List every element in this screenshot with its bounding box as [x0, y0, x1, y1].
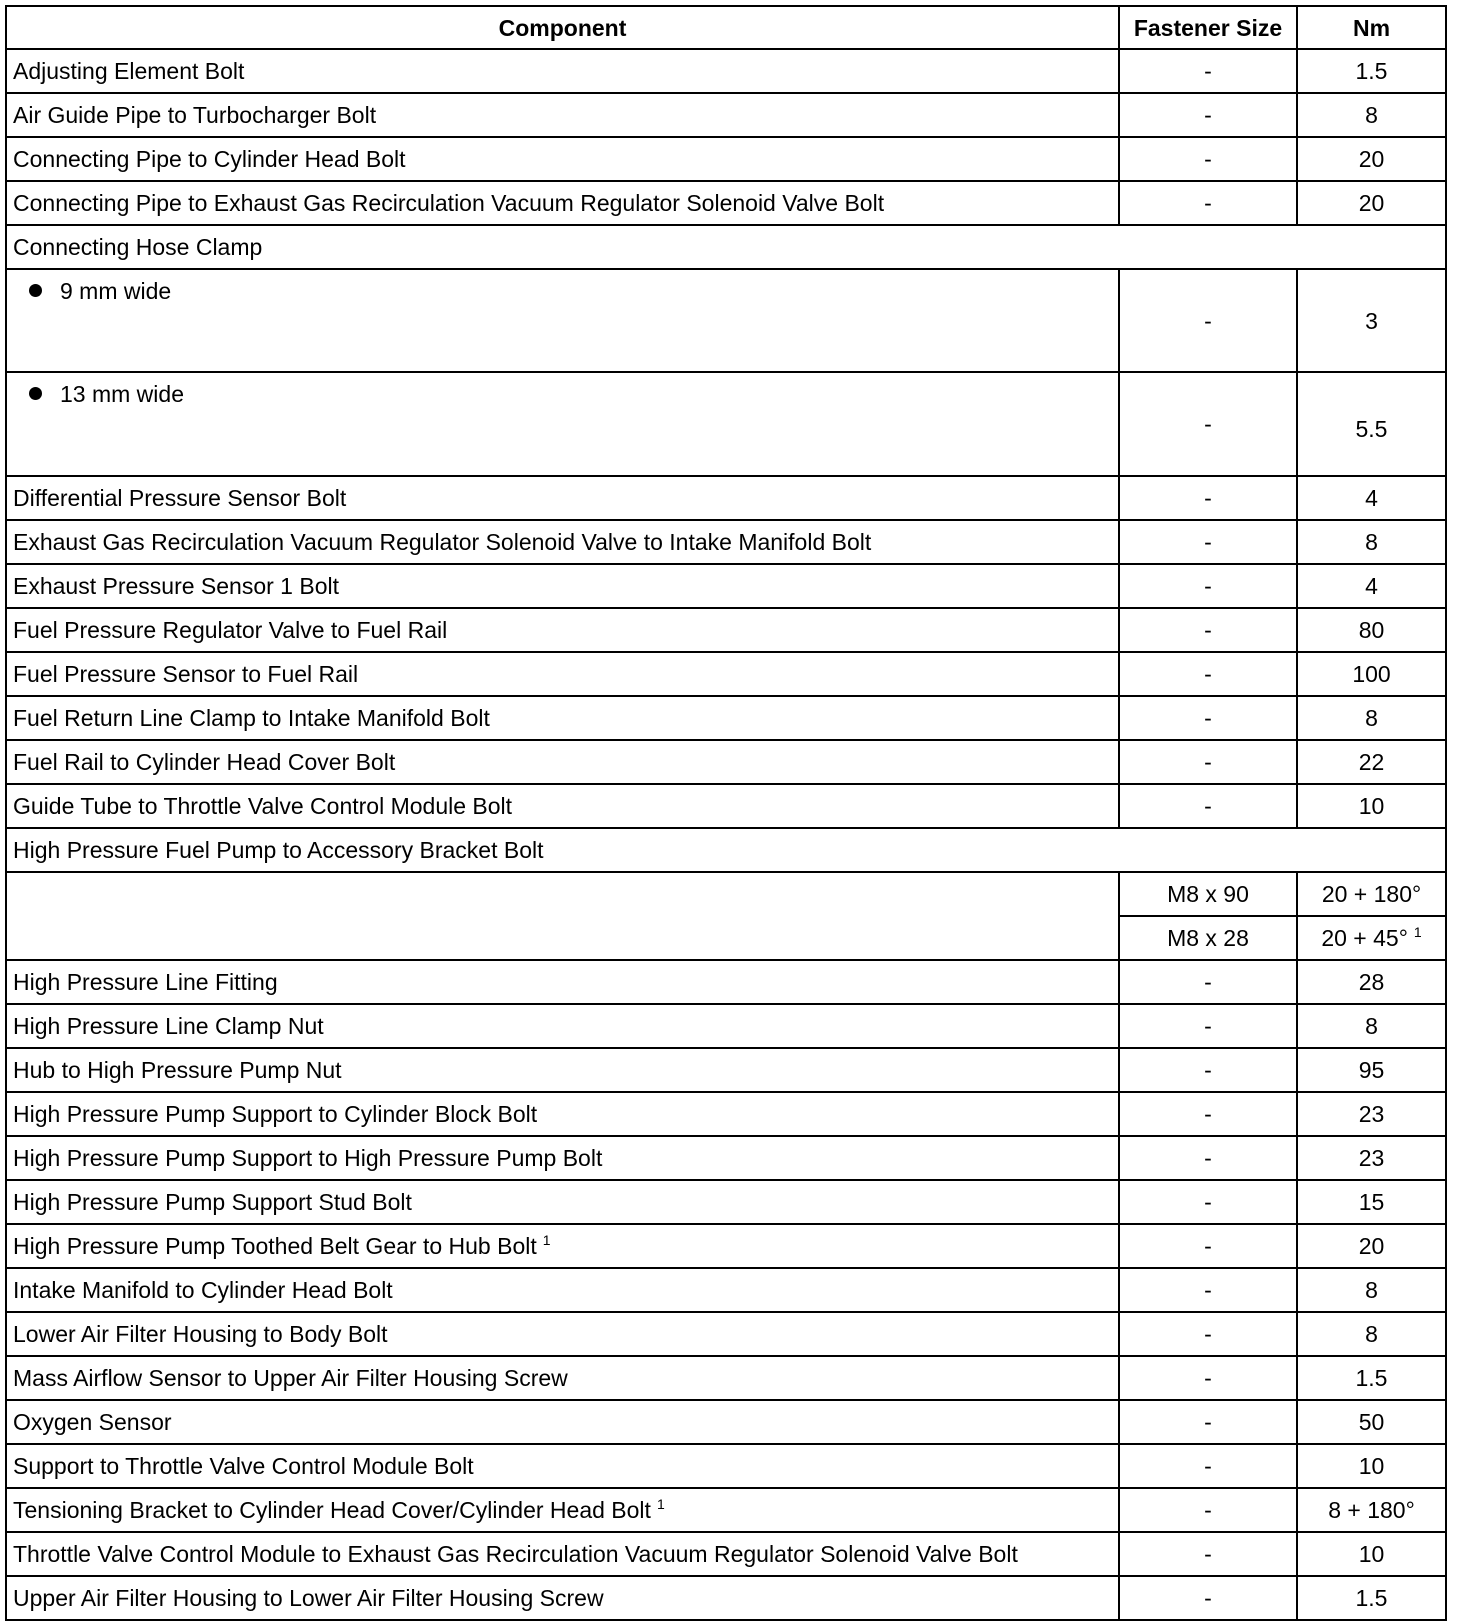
header-component: Component: [6, 6, 1119, 49]
torque-nm-cell: 8: [1297, 520, 1446, 564]
torque-nm-cell: 20: [1297, 181, 1446, 225]
table-row: [6, 372, 1446, 476]
fastener-size-cell: -: [1119, 269, 1297, 372]
torque-nm-cell: 100: [1297, 652, 1446, 696]
component-label: 13 mm wide: [60, 381, 184, 407]
component-cell: [6, 608, 1119, 652]
bullet-item: [13, 382, 184, 406]
table-row: [6, 960, 1446, 1004]
fastener-size-cell: -: [1119, 93, 1297, 137]
component-cell: [6, 1136, 1119, 1180]
fastener-size-cell: -: [1119, 49, 1297, 93]
component-label: Lower Air Filter Housing to Body Bolt: [13, 1321, 388, 1347]
torque-nm-cell: 10: [1297, 1444, 1446, 1488]
table-row: [6, 1400, 1446, 1444]
fastener-size-cell: -: [1119, 1576, 1297, 1620]
component-cell: [6, 269, 1119, 372]
component-cell: [6, 696, 1119, 740]
torque-nm-cell: 4: [1297, 564, 1446, 608]
torque-nm-cell: 8: [1297, 1004, 1446, 1048]
component-cell: [6, 1488, 1119, 1532]
fastener-size-cell: -: [1119, 1004, 1297, 1048]
component-label: High Pressure Pump Support to High Pressure Pump Bolt: [13, 1145, 603, 1171]
component-cell: [6, 1532, 1119, 1576]
fastener-size-cell: -: [1119, 181, 1297, 225]
fastener-size-cell: -: [1119, 564, 1297, 608]
fastener-size-cell: -: [1119, 960, 1297, 1004]
fastener-size-cell: -: [1119, 520, 1297, 564]
table-row: [6, 520, 1446, 564]
fastener-size-cell: -: [1119, 1268, 1297, 1312]
bullet-item: [13, 279, 171, 303]
torque-value: 20 + 180°: [1321, 881, 1422, 907]
table-row: [6, 1224, 1446, 1268]
table-row: [6, 1268, 1446, 1312]
component-cell: [6, 1576, 1119, 1620]
component-label: Mass Airflow Sensor to Upper Air Filter Housing Screw: [13, 1365, 568, 1391]
table-row: [6, 49, 1446, 93]
table-row: [6, 1444, 1446, 1488]
component-cell: [6, 1004, 1119, 1048]
component-cell: [6, 1224, 1119, 1268]
torque-nm-cell: 22: [1297, 740, 1446, 784]
component-cell: [6, 1268, 1119, 1312]
footnote-marker: 1: [542, 1232, 551, 1248]
component-label: High Pressure Line Fitting: [13, 969, 278, 995]
torque-nm-cell: 8: [1297, 93, 1446, 137]
torque-spec-table: [5, 5, 1447, 1621]
component-label: Support to Throttle Valve Control Module Bolt: [13, 1453, 474, 1479]
component-label: Connecting Pipe to Exhaust Gas Recirculation Vacuum Regulator Solenoid Valve Bolt: [13, 190, 885, 216]
table-row: [6, 872, 1446, 916]
group-title-row: [6, 225, 1446, 269]
fastener-size-cell: -: [1119, 1400, 1297, 1444]
torque-nm-cell: 20: [1297, 137, 1446, 181]
table-row: [6, 1356, 1446, 1400]
component-cell: [6, 476, 1119, 520]
table-row: [6, 1576, 1446, 1620]
fastener-size-cell: M8 x 28: [1119, 916, 1297, 960]
table-row: [6, 269, 1446, 372]
fastener-size-cell: -: [1119, 740, 1297, 784]
table-row: [6, 1136, 1446, 1180]
component-label: Upper Air Filter Housing to Lower Air Filter Housing Screw: [13, 1585, 604, 1611]
component-label: Throttle Valve Control Module to Exhaust Gas Recirculation Vacuum Regulator Solenoid Valve Bolt: [13, 1541, 1018, 1567]
fastener-size-cell: -: [1119, 1224, 1297, 1268]
torque-nm-cell: 23: [1297, 1092, 1446, 1136]
component-label: High Pressure Pump Support to Cylinder Block Bolt: [13, 1101, 538, 1127]
component-cell: [6, 49, 1119, 93]
component-cell: [6, 93, 1119, 137]
table-row: [6, 137, 1446, 181]
component-cell: [6, 1092, 1119, 1136]
group-title-cell: High Pressure Fuel Pump to Accessory Bracket Bolt: [6, 828, 1446, 872]
torque-nm-cell: 8 + 180°: [1297, 1488, 1446, 1532]
component-label: Hub to High Pressure Pump Nut: [13, 1057, 342, 1083]
component-label: 9 mm wide: [60, 278, 172, 304]
component-label: Fuel Rail to Cylinder Head Cover Bolt: [13, 749, 396, 775]
component-label: Exhaust Gas Recirculation Vacuum Regulator Solenoid Valve to Intake Manifold Bolt: [13, 529, 872, 555]
component-label: Fuel Pressure Regulator Valve to Fuel Rail: [13, 617, 448, 643]
fastener-size-cell: -: [1119, 1488, 1297, 1532]
table-row: [6, 1532, 1446, 1576]
header-fastener-size: Fastener Size: [1119, 6, 1297, 49]
component-label: Exhaust Pressure Sensor 1 Bolt: [13, 573, 339, 599]
component-cell: [6, 564, 1119, 608]
component-label: Tensioning Bracket to Cylinder Head Cover/Cylinder Head Bolt: [13, 1497, 651, 1523]
component-label: Fuel Pressure Sensor to Fuel Rail: [13, 661, 359, 687]
fastener-size-cell: -: [1119, 372, 1297, 476]
component-label: Intake Manifold to Cylinder Head Bolt: [13, 1277, 393, 1303]
fastener-size-cell: -: [1119, 1532, 1297, 1576]
torque-nm-cell: 10: [1297, 1532, 1446, 1576]
component-label: Oxygen Sensor: [13, 1409, 172, 1435]
bullet-icon: [29, 284, 42, 297]
fastener-size-cell: -: [1119, 1136, 1297, 1180]
torque-nm-cell: 95: [1297, 1048, 1446, 1092]
table-row: [6, 1048, 1446, 1092]
torque-nm-cell: 4: [1297, 476, 1446, 520]
component-cell: [6, 1400, 1119, 1444]
torque-nm-cell: 20: [1297, 1224, 1446, 1268]
table-row: [6, 608, 1446, 652]
fastener-size-cell: -: [1119, 476, 1297, 520]
component-cell: [6, 872, 1119, 960]
component-cell: [6, 1180, 1119, 1224]
footnote-marker: 1: [656, 1496, 665, 1512]
table-row: [6, 1004, 1446, 1048]
torque-nm-cell: 10: [1297, 784, 1446, 828]
table-row: [6, 652, 1446, 696]
torque-nm-cell: 1.5: [1297, 49, 1446, 93]
fastener-size-cell: -: [1119, 652, 1297, 696]
table-row: [6, 1312, 1446, 1356]
header-row: [6, 6, 1446, 49]
component-cell: [6, 181, 1119, 225]
fastener-size-cell: -: [1119, 608, 1297, 652]
fastener-size-cell: -: [1119, 137, 1297, 181]
component-label: Guide Tube to Throttle Valve Control Module Bolt: [13, 793, 513, 819]
torque-nm-cell: 28: [1297, 960, 1446, 1004]
fastener-size-cell: M8 x 90: [1119, 872, 1297, 916]
group-title-cell: Connecting Hose Clamp: [6, 225, 1446, 269]
torque-nm-cell: 15: [1297, 1180, 1446, 1224]
component-label: High Pressure Pump Toothed Belt Gear to Hub Bolt: [13, 1233, 537, 1259]
torque-nm-cell: 8: [1297, 1312, 1446, 1356]
component-label: Fuel Return Line Clamp to Intake Manifold Bolt: [13, 705, 490, 731]
component-label: Adjusting Element Bolt: [13, 58, 245, 84]
fastener-size-cell: -: [1119, 784, 1297, 828]
torque-nm-cell: [1297, 916, 1446, 960]
torque-nm-cell: 5.5: [1297, 372, 1446, 476]
table-row: [6, 696, 1446, 740]
table-row: [6, 1488, 1446, 1532]
torque-nm-cell: 50: [1297, 1400, 1446, 1444]
component-label: High Pressure Line Clamp Nut: [13, 1013, 324, 1039]
component-label: High Pressure Pump Support Stud Bolt: [13, 1189, 412, 1215]
torque-value: 20 + 45°: [1321, 925, 1408, 951]
component-cell: [6, 1444, 1119, 1488]
group-title-row: [6, 828, 1446, 872]
torque-nm-cell: 80: [1297, 608, 1446, 652]
table-row: [6, 1092, 1446, 1136]
torque-nm-cell: 8: [1297, 696, 1446, 740]
component-label: Differential Pressure Sensor Bolt: [13, 485, 347, 511]
torque-nm-cell: [1297, 872, 1446, 916]
fastener-size-cell: -: [1119, 1312, 1297, 1356]
fastener-size-cell: -: [1119, 1444, 1297, 1488]
component-cell: [6, 652, 1119, 696]
component-cell: [6, 372, 1119, 476]
component-cell: [6, 960, 1119, 1004]
fastener-size-cell: -: [1119, 1092, 1297, 1136]
component-label: Connecting Pipe to Cylinder Head Bolt: [13, 146, 406, 172]
torque-nm-cell: 23: [1297, 1136, 1446, 1180]
bullet-icon: [29, 387, 42, 400]
header-nm: Nm: [1297, 6, 1446, 49]
torque-nm-cell: 1.5: [1297, 1576, 1446, 1620]
table-row: [6, 1180, 1446, 1224]
table-row: [6, 784, 1446, 828]
component-cell: [6, 784, 1119, 828]
torque-nm-cell: 1.5: [1297, 1356, 1446, 1400]
table-row: [6, 93, 1446, 137]
component-cell: [6, 1356, 1119, 1400]
fastener-size-cell: -: [1119, 1180, 1297, 1224]
footnote-marker: 1: [1413, 924, 1422, 940]
component-cell: [6, 137, 1119, 181]
table-body: [6, 49, 1446, 1620]
table-row: [6, 740, 1446, 784]
torque-nm-cell: 8: [1297, 1268, 1446, 1312]
component-cell: [6, 1048, 1119, 1092]
component-cell: [6, 740, 1119, 784]
table-row: [6, 564, 1446, 608]
fastener-size-cell: -: [1119, 1356, 1297, 1400]
table-row: [6, 476, 1446, 520]
fastener-size-cell: -: [1119, 1048, 1297, 1092]
table-row: [6, 181, 1446, 225]
component-cell: [6, 520, 1119, 564]
component-label: Air Guide Pipe to Turbocharger Bolt: [13, 102, 377, 128]
torque-nm-cell: 3: [1297, 269, 1446, 372]
fastener-size-cell: -: [1119, 696, 1297, 740]
component-cell: [6, 1312, 1119, 1356]
